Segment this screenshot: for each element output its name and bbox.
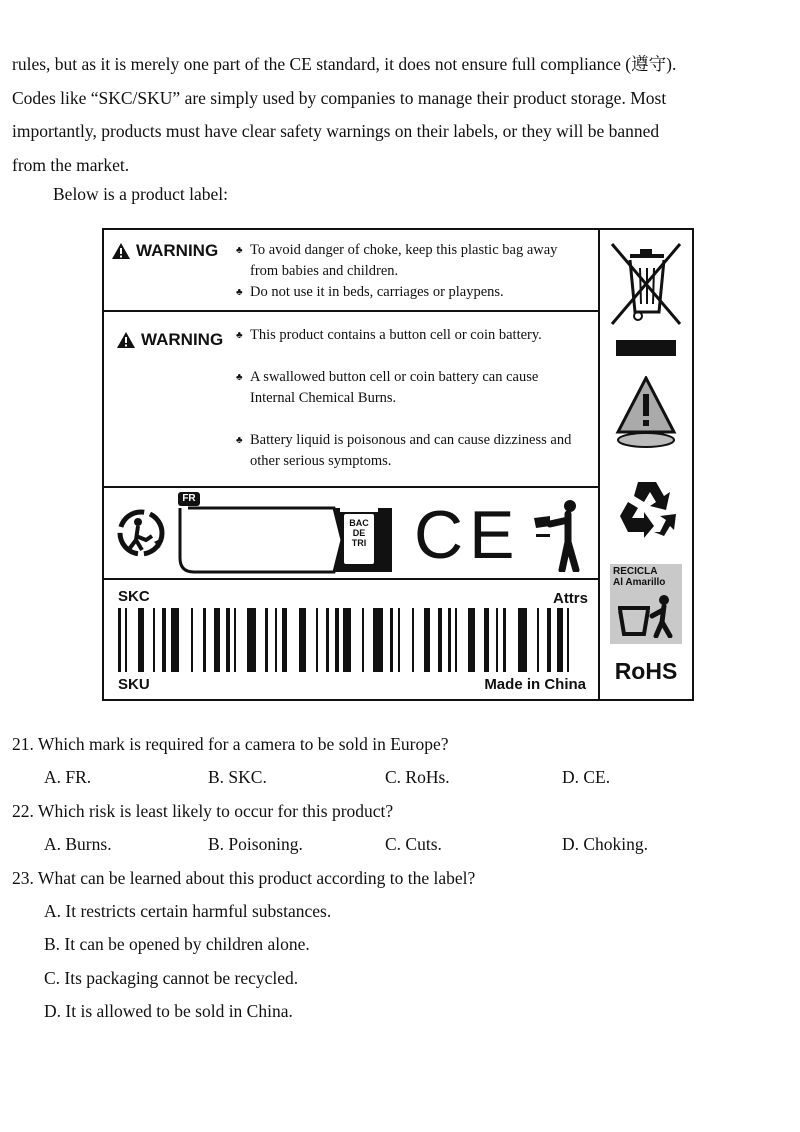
marks-row	[104, 488, 598, 580]
option: A. It restricts certain harmful substances.	[44, 901, 332, 921]
barcode-bar	[153, 608, 155, 672]
barcode-bar	[398, 608, 400, 672]
warning-2-text	[236, 325, 586, 472]
tidyman-icon	[528, 498, 588, 572]
barcode-bar	[412, 608, 414, 672]
passage-line: Codes like “SKC/SKU” are simply used by companies to manage their product storage. Most	[12, 87, 667, 108]
barcode-bar	[203, 608, 206, 672]
warning-item: ♣ This product contains a button cell or coin battery.	[236, 325, 586, 346]
label-main-area	[104, 230, 600, 699]
recicla-badge	[610, 564, 682, 644]
barcode-bar	[537, 608, 539, 672]
passage-line: rules, but as it is merely one part of the CE standard, it does not ensure full compliance (遵守).	[12, 54, 677, 74]
barcode-bar	[424, 608, 430, 672]
warning-tag-1	[112, 241, 218, 261]
warning-section-2	[104, 312, 598, 488]
bac-text: DE	[352, 528, 366, 538]
crossed-bin-icon	[608, 240, 684, 328]
option: A. FR.	[44, 767, 92, 787]
option: D. Choking.	[562, 834, 649, 854]
warning-1-text	[236, 240, 576, 303]
option: A. Burns.	[44, 834, 112, 854]
warning-tag-2	[117, 330, 223, 350]
barcode-bar	[162, 608, 166, 672]
recycle-bin-person-icon	[616, 594, 678, 638]
barcode-bar	[390, 608, 393, 672]
option: B. SKC.	[208, 767, 267, 787]
sku-label: SKU	[118, 676, 150, 693]
attrs-label: Attrs	[552, 590, 588, 607]
barcode-bar	[299, 608, 306, 672]
barcode-bar	[503, 608, 506, 672]
barcode-bar	[138, 608, 144, 672]
fr-badge: FR	[178, 492, 200, 506]
bac-text: TRI	[351, 538, 367, 548]
barcode-bar	[226, 608, 230, 672]
option: C. Its packaging cannot be recycled.	[44, 968, 299, 988]
barcode-bar	[214, 608, 220, 672]
made-in-label: Made in China	[484, 676, 586, 693]
recycling-person-icon	[116, 508, 166, 558]
bac-de-tri-icon	[342, 510, 376, 568]
ce-mark: CE	[414, 497, 521, 573]
warning-item: ♣ To avoid danger of choke, keep this plastic bag away from babies and children.	[236, 240, 576, 282]
barcode-bar	[247, 608, 256, 672]
skc-label: SKC	[118, 588, 150, 605]
barcode-bar	[335, 608, 339, 672]
passage-line: importantly, products must have clear safety warnings on their labels, or they will be banned	[12, 121, 660, 141]
option: C. Cuts.	[385, 834, 442, 854]
bin-bar	[616, 340, 676, 356]
product-label	[102, 228, 694, 701]
label-intro: Below is a product label:	[53, 184, 228, 204]
warning-triangle-icon	[117, 332, 135, 348]
passage	[12, 48, 788, 182]
barcode-bar	[438, 608, 442, 672]
barcode-bar	[496, 608, 498, 672]
barcode	[118, 608, 588, 672]
passage-line: from the market.	[12, 154, 130, 175]
barcode-bar	[547, 608, 551, 672]
option: B. Poisoning.	[208, 834, 303, 854]
barcode-bar	[518, 608, 527, 672]
option: B. It can be opened by children alone.	[44, 934, 310, 954]
barcode-bar	[275, 608, 277, 672]
option: C. RoHs.	[385, 767, 450, 787]
barcode-bar	[326, 608, 329, 672]
recicla-line2: Al Amarillo	[613, 577, 666, 588]
warning-item: ♣ A swallowed button cell or coin battery can cause Internal Chemical Burns.	[236, 367, 585, 409]
barcode-bar	[567, 608, 569, 672]
barcode-bar	[455, 608, 457, 672]
barcode-bar	[316, 608, 318, 672]
question-23: 23. What can be learned about this product according to the label?	[12, 868, 476, 888]
barcode-bar	[265, 608, 268, 672]
barcode-bar	[343, 608, 351, 672]
warning-triangle-icon	[112, 243, 130, 259]
barcode-bar	[373, 608, 383, 672]
option: D. It is allowed to be sold in China.	[44, 1001, 293, 1021]
recycle-icon	[614, 476, 680, 544]
battery-warning-icon	[614, 376, 678, 450]
warning-item: ♣ Do not use it in beds, carriages or playpens.	[236, 282, 576, 303]
recicla-line1: RECICLA	[613, 566, 658, 577]
barcode-bar	[557, 608, 563, 672]
barcode-bar	[234, 608, 236, 672]
warning-item: ♣ Battery liquid is poisonous and can cause dizziness and other serious symptoms.	[236, 430, 586, 472]
label-side-column	[598, 230, 694, 699]
barcode-bar	[362, 608, 364, 672]
warning-tag-text: WARNING	[141, 330, 224, 349]
barcode-bar	[282, 608, 287, 672]
warning-tag-text: WARNING	[136, 241, 219, 260]
barcode-bar	[171, 608, 179, 672]
option: D. CE.	[562, 767, 611, 787]
barcode-bar	[484, 608, 489, 672]
barcode-bar	[118, 608, 121, 672]
barcode-bar	[125, 608, 127, 672]
barcode-row	[104, 580, 598, 699]
barcode-bar	[448, 608, 451, 672]
question-22: 22. Which risk is least likely to occur for this product?	[12, 801, 394, 821]
question-21: 21. Which mark is required for a camera to be sold in Europe?	[12, 734, 449, 754]
barcode-bar	[468, 608, 475, 672]
barcode-bar	[191, 608, 193, 672]
warning-section-1	[104, 230, 598, 312]
bac-text: BAC	[349, 518, 369, 528]
rohs-mark: RoHS	[614, 658, 678, 684]
